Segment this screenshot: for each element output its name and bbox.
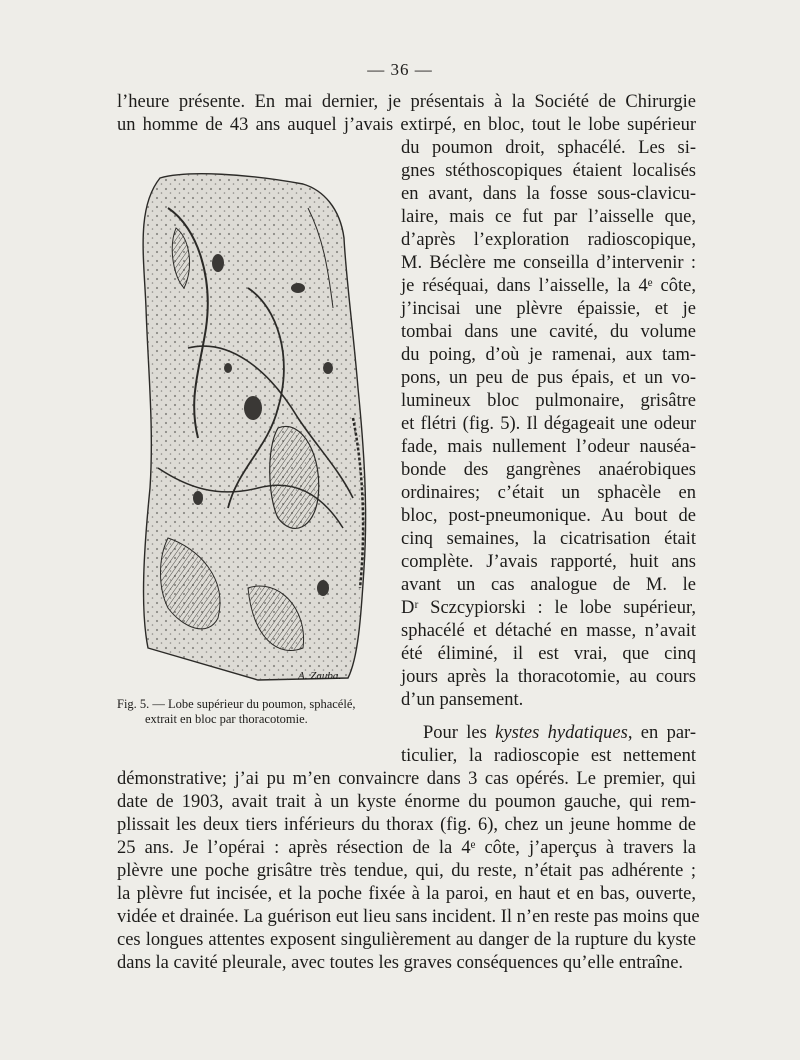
caption-line: Fig. 5. — Lobe supérieur du poumon, sphacélé, — [117, 697, 356, 711]
text-line: la plèvre fut incisée, et la poche fixée à la paroi, en haut et en bas, ouverte, — [117, 884, 696, 904]
column-text-line: d’après l’exploration radioscopique, — [401, 230, 696, 250]
column-text-line: du poumon droit, sphacélé. Les si- — [401, 138, 696, 158]
column-text-line: ticulier, la radioscopie est nettement — [401, 746, 696, 766]
column-text-line: pons, un peu de pus épais, et un vo- — [401, 368, 696, 388]
column-text-line: cinq semaines, la cicatrisation était — [401, 529, 696, 549]
text-line: démonstrative; j’ai pu m’en convaincre dans 3 cas opérés. Le premier, qui — [117, 769, 696, 789]
column-text-line: et flétri (fig. 5). Il dégageait une odeur — [401, 414, 696, 434]
text-line: plissait les deux tiers inférieurs du thorax (fig. 6), chez un jeune homme de — [117, 815, 696, 835]
column-text-line: jours après la thoracotomie, au cours — [401, 667, 696, 687]
column-text-line: avant un cas analogue de M. le — [401, 575, 696, 595]
paragraph-start-line — [423, 722, 696, 744]
column-text-line: sphacélé et détaché en masse, n’avait — [401, 621, 696, 641]
column-text-line: été éliminé, il est vrai, que cinq — [401, 644, 696, 664]
text-line: date de 1903, avait trait à un kyste énorme du poumon gauche, qui rem- — [117, 792, 696, 812]
text-line: dans la cavité pleurale, avec toutes les graves conséquences qu’elle entraîne. — [117, 953, 684, 973]
text-line: 25 ans. Je l’opérai : après résection de la 4ᵉ côte, j’aperçus à travers la — [117, 838, 696, 858]
text-line: l’heure présente. En mai dernier, je présentais à la Société de Chirurgie — [117, 92, 696, 112]
column-text-line: fade, mais nullement l’odeur nauséa- — [401, 437, 696, 457]
lung-lobe-illustration — [128, 168, 374, 686]
column-text-line: gnes stéthoscopiques étaient localisés — [401, 161, 696, 181]
column-text-line: M. Béclère me conseilla d’intervenir : — [401, 253, 696, 273]
column-text-line: tombai dans une cavité, du volume — [401, 322, 696, 342]
page-number: — 36 — — [367, 60, 433, 79]
text-line: vidée et drainée. La guérison eut lieu sans incident. Il n’en reste pas moins que — [117, 907, 700, 927]
column-text-line: bonde des gangrènes anaérobiques — [401, 460, 696, 480]
text-line: plèvre une poche grisâtre très tendue, qui, du reste, n’était pas adhérente ; — [117, 861, 696, 881]
caption-line: extrait en bloc par thoracotomie. — [145, 712, 308, 726]
text-line: un homme de 43 ans auquel j’avais extirpé, en bloc, tout le lobe supérieur — [117, 115, 696, 135]
column-text-line: bloc, post-pneumonique. Au bout de — [401, 506, 696, 526]
column-text-line: j’incisai une plèvre épaissie, et je — [401, 299, 696, 319]
emphasis-text: kystes hydatiques — [495, 723, 628, 743]
illustrator-signature: A. Zauba. — [298, 670, 342, 682]
text-run: Pour les — [423, 723, 496, 743]
column-text-line: du poing, d’où je ramenai, aux tam- — [401, 345, 696, 365]
column-text-line: laire, mais ce fut par l’aisselle que, — [401, 207, 696, 227]
column-text-line: en avant, dans la fosse sous-clavicu- — [401, 184, 696, 204]
column-text-line: d’un pansement. — [401, 690, 524, 710]
column-text-line: je réséquai, dans l’aisselle, la 4ᵉ côte, — [401, 276, 696, 296]
figure-caption — [117, 697, 392, 727]
text-line: ces longues attentes exposent singulièrement au danger de la rupture du kyste — [117, 930, 696, 950]
text-run: , en par- — [627, 723, 697, 743]
column-text-line: lumineux bloc pulmonaire, grisâtre — [401, 391, 696, 411]
column-text-line: ordinaires; c’était un sphacèle en — [401, 483, 696, 503]
column-text-line: Dʳ Sczcypiorski : le lobe supérieur, — [401, 598, 696, 618]
column-text-line: complète. J’avais rapporté, huit ans — [401, 552, 696, 572]
